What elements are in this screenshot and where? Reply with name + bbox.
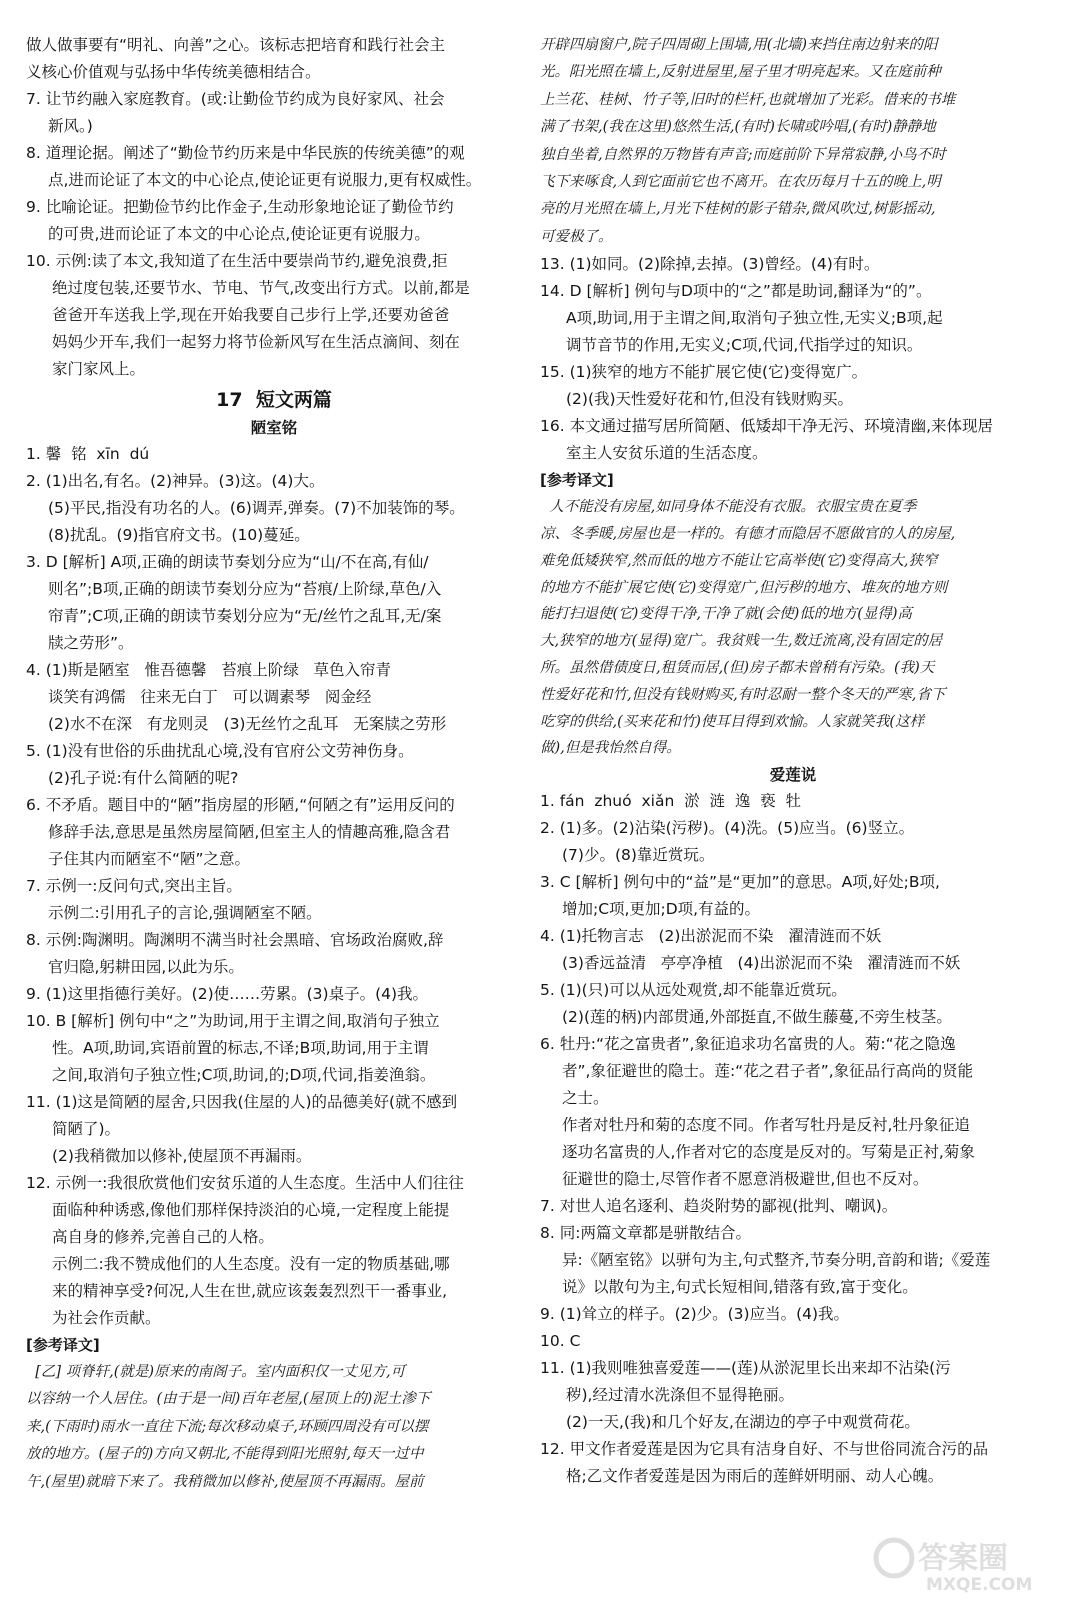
answer-10-cont: 绝过度包装,还要节水、节电、节气,改变出行方式。以前,都是 bbox=[52, 279, 470, 297]
answer-line: 13. (1)如同。(2)除掉,去掉。(3)曾经。(4)有时。 bbox=[540, 255, 880, 274]
subtitle-loushiming: 陋室铭 bbox=[250, 419, 298, 437]
section-heading bbox=[26, 385, 522, 415]
answer-line: 12. 甲文作者爱莲是因为它具有洁身自好、不与世俗同流合污的品 bbox=[540, 1440, 989, 1459]
translation-line: 午,(屋里)就暗下来了。我稍微加以修补,使屋顶不再漏雨。屋前 bbox=[26, 1473, 424, 1490]
answer-line: (8)扰乱。(9)指官府文书。(10)蔓延。 bbox=[48, 526, 310, 544]
translation-line: 人不能没有房屋,如同身体不能没有衣服。衣服宝贵在夏季 bbox=[540, 499, 917, 516]
answer-line: 14. D [解析] 例句与D项中的“之”都是助词,翻译为“的”。 bbox=[540, 282, 932, 301]
answer-line: 逐功名富贵的人,作者对它的态度是反对的。写菊是正衬,菊象 bbox=[562, 1143, 975, 1162]
answer-line: 示例二:我不赞成他们的人生态度。没有一定的物质基础,哪 bbox=[52, 1255, 450, 1273]
answer-line: 作者对牡丹和菊的态度不同。作者写牡丹是反衬,牡丹象征追 bbox=[562, 1116, 970, 1135]
answer-line: 面临种种诱惑,像他们那样保持淡泊的心境,一定程度上能提 bbox=[52, 1201, 450, 1219]
answer-line: 1. 馨 铭 xīn dú bbox=[26, 445, 150, 463]
answer-10-cont: 妈妈少开车,我们一起努力将节俭新风写在生活点滴间、刻在 bbox=[52, 333, 460, 351]
section-number: 17 bbox=[216, 389, 243, 411]
answer-line: 则名”;B项,正确的朗读节奏划分应为“苔痕/上阶绿,草色/入 bbox=[48, 580, 442, 598]
answer-line: 12. 示例一:我很欣赏他们安贫乐道的人生态度。生活中人们往往 bbox=[26, 1174, 464, 1192]
answer-7-cont: 新风。) bbox=[48, 117, 93, 135]
answer-line: 高自身的修养,完善自己的人格。 bbox=[52, 1228, 274, 1246]
translation-line: 做),但是我怡然自得。 bbox=[540, 740, 681, 757]
answer-line: 4. (1)斯是陋室 惟吾德馨 苔痕上阶绿 草色入帘青 bbox=[26, 661, 392, 679]
answer-line: 修辞手法,意思是虽然房屋简陋,但室主人的情趣高雅,隐含君 bbox=[48, 823, 451, 841]
answer-line: 16. 本文通过描写居所简陋、低矮却干净无污、环境清幽,来体现居 bbox=[540, 417, 994, 436]
watermark-logo bbox=[868, 1530, 1058, 1596]
intro-line: 做人做事要有“明礼、向善”之心。该标志把培育和践行社会主 bbox=[26, 36, 446, 54]
translation-line: 独自坐着,自然界的万物皆有声音;而庭前阶下异常寂静,小鸟不时 bbox=[540, 146, 946, 163]
answer-line: 室主人安贫乐道的生活态度。 bbox=[566, 444, 768, 463]
translation-line: 亮的月光照在墙上,月光下桂树的影子错杂,微风吹过,树影摇动, bbox=[540, 201, 936, 218]
answer-line: 7. 对世人追名逐利、趋炎附势的鄙视(批判、嘲讽)。 bbox=[540, 1197, 898, 1216]
watermark-text-main: 答案圈 bbox=[918, 1541, 1008, 1576]
answer-line: 者”,象征避世的隐士。莲:“花之君子者”,象征品行高尚的贤能 bbox=[562, 1062, 974, 1081]
answer-line: 为社会作贡献。 bbox=[52, 1309, 161, 1327]
answer-line: 征避世的隐士,尽管作者不愿意消极避世,但也不反对。 bbox=[562, 1170, 929, 1189]
left-column bbox=[26, 32, 522, 1496]
section-title: 短文两篇 bbox=[255, 389, 332, 411]
answer-line: 子住其内而陋室不“陋”之意。 bbox=[48, 850, 251, 868]
answer-line: 8. 同:两篇文章都是骈散结合。 bbox=[540, 1224, 751, 1243]
translation-line: 凉、冬季暖,房屋也是一样的。有德才而隐居不愿做官的人的房屋, bbox=[540, 526, 956, 543]
answer-9: 9. 比喻论证。把勤俭节约比作金子,生动形象地论证了勤俭节约 bbox=[26, 198, 454, 216]
answer-line: 1. fán zhuó xiǎn 淤 涟 逸 亵 牡 bbox=[540, 792, 802, 811]
translation-line: 大,狭窄的地方(显得)宽广。我贫贱一生,数迁流离,没有固定的居 bbox=[540, 633, 943, 650]
translation-line: 放的地方。(屋子的)方向又朝北,不能得到阳光照射,每天一过中 bbox=[26, 1446, 424, 1463]
answer-line: 性。A项,助词,宾语前置的标志,不译;B项,助词,用于主谓 bbox=[52, 1039, 429, 1057]
answer-line: 9. (1)这里指德行美好。(2)使……劳累。(3)桌子。(4)我。 bbox=[26, 985, 429, 1003]
answer-line: 简陋了)。 bbox=[52, 1120, 121, 1138]
answer-line: 增加;C项,更加;D项,有益的。 bbox=[562, 900, 761, 919]
answer-line: (7)少。(8)靠近赏玩。 bbox=[562, 846, 715, 865]
answer-line: 5. (1)没有世俗的乐曲扰乱心境,没有官府公文劳神伤身。 bbox=[26, 742, 414, 760]
answer-line: 3. D [解析] A项,正确的朗读节奏划分应为“山/不在高,有仙/ bbox=[26, 553, 429, 571]
answer-line: 牍之劳形”。 bbox=[48, 634, 134, 652]
translation-line: 性爱好花和竹,但没有钱财购买,有时忍耐一整个冬天的严寒,省下 bbox=[540, 686, 946, 703]
answer-line: 示例二:引用孔子的言论,强调陋室不陋。 bbox=[48, 904, 322, 922]
answer-line: (2)一天,(我)和几个好友,在湖边的亭子中观赏荷花。 bbox=[566, 1413, 920, 1432]
translation-line: 的地方不能扩展它使(它)变得宽广,但污秽的地方、堆灰的地方则 bbox=[540, 579, 948, 596]
answer-line: 15. (1)狭窄的地方不能扩展它使(它)变得宽广。 bbox=[540, 363, 868, 382]
answer-line: 2. (1)出名,有名。(2)神异。(3)这。(4)大。 bbox=[26, 472, 325, 490]
translation-line: 所。虽然借债度日,租赁而居,(但)房子都未曾稍有污染。(我)天 bbox=[540, 660, 935, 677]
answer-line: 格;乙文作者爱莲是因为雨后的莲鲜妍明丽、动人心魄。 bbox=[566, 1467, 944, 1486]
answer-line: 9. (1)耸立的样子。(2)少。(3)应当。(4)我。 bbox=[540, 1305, 850, 1324]
answer-line: 10. B [解析] 例句中“之”为助词,用于主谓之间,取消句子独立 bbox=[26, 1012, 440, 1030]
answer-line: (2)(我)天性爱好花和竹,但没有钱财购买。 bbox=[566, 390, 853, 409]
answer-line: A项,助词,用于主谓之间,取消句子独立性,无实义;B项,起 bbox=[566, 309, 943, 328]
answer-line: 之间,取消句子独立性;C项,助词,的;D项,代词,指姜渔翁。 bbox=[52, 1066, 436, 1084]
answer-line: 说》以散句为主,句式长短相间,错落有致,富于变化。 bbox=[562, 1278, 918, 1297]
translation-line: 可爱极了。 bbox=[540, 228, 613, 245]
translation-line: 飞下来啄食,人到它面前它也不离开。在农历每月十五的晚上,明 bbox=[540, 174, 941, 191]
translation-line: 以容纳一个人居住。(由于是一间)百年老屋,(屋顶上的)泥土渗下 bbox=[26, 1391, 431, 1408]
answer-line: (2)(莲的柄)内部贯通,外部挺直,不做生藤蔓,不旁生枝茎。 bbox=[562, 1008, 952, 1027]
answer-line: (2)我稍微加以修补,使屋顶不再漏雨。 bbox=[52, 1147, 312, 1165]
answer-line: 11. (1)我则唯独喜爱莲——(莲)从淤泥里长出来却不沾染(污 bbox=[540, 1359, 951, 1378]
answer-10-cont: 爸爸开车送我上学,现在开始我要自己步行上学,还要劝爸爸 bbox=[52, 306, 450, 324]
answer-line: 异:《陋室铭》以骈句为主,句式整齐,节奏分明,音韵和谐;《爱莲 bbox=[562, 1251, 991, 1270]
answer-line: 之士。 bbox=[562, 1089, 609, 1108]
translation-line: 能打扫退使(它)变得干净,干净了就(会使)低的地方(显得)高 bbox=[540, 606, 913, 623]
answer-line: 帘青”;C项,正确的朗读节奏划分应为“无/丝竹之乱耳,无/案 bbox=[48, 607, 442, 625]
translation-line: 上兰花、桂树、竹子等,旧时的栏杆,也就增加了光彩。借来的书堆 bbox=[540, 91, 956, 108]
reference-translation-label: [参考译文] bbox=[26, 1336, 100, 1354]
translation-line: 来,(下雨时)雨水一直往下流;每次移动桌子,环顾四周没有可以摆 bbox=[26, 1418, 429, 1435]
translation-line: 开辟四扇窗户,院子四周砌上围墙,用(北墙)来挡住南边射来的阳 bbox=[540, 37, 938, 53]
translation-line: 满了书架,(我在这里)悠然生活,(有时)长啸或吟唱,(有时)静静地 bbox=[540, 119, 936, 136]
answer-line: 11. (1)这是简陋的屋舍,只因我(住屋的人)的品德美好(就不感到 bbox=[26, 1093, 458, 1111]
answer-line: 7. 示例一:反问句式,突出主旨。 bbox=[26, 877, 242, 895]
subtitle-ailianshuo: 爱莲说 bbox=[769, 766, 817, 785]
translation-line: 难免低矮狭窄,然而低的地方不能让它高举使(它)变得高大,狭窄 bbox=[540, 552, 938, 569]
answer-8: 8. 道理论据。阐述了“勤俭节约历来是中华民族的传统美德”的观 bbox=[26, 144, 465, 162]
watermark-text-url: MXQE.COM bbox=[926, 1575, 1033, 1595]
answer-line: 调节音节的作用,无实义;C项,代词,代指学过的知识。 bbox=[566, 336, 923, 355]
answer-10-cont: 家门家风上。 bbox=[52, 360, 146, 378]
answer-line: 官归隐,躬耕田园,以此为乐。 bbox=[48, 958, 244, 976]
answer-10: 10. 示例:读了本文,我知道了在生活中要崇尚节约,避免浪费,拒 bbox=[26, 252, 448, 270]
answer-line: 谈笑有鸿儒 往来无白丁 可以调素琴 阅金经 bbox=[48, 688, 372, 706]
answer-line: 3. C [解析] 例句中的“益”是“更加”的意思。A项,好处;B项, bbox=[540, 873, 940, 892]
translation-line: [乙] 项脊轩,(就是)原来的南阁子。室内面积仅一丈见方,可 bbox=[26, 1364, 406, 1380]
answer-9-cont: 的可贵,进而论证了本文的中心论点,使论证更有说服力。 bbox=[48, 225, 430, 243]
answer-line: 6. 不矛盾。题目中的“陋”指房屋的形陋,“何陋之有”运用反问的 bbox=[26, 796, 455, 814]
reference-translation-label: [参考译文] bbox=[540, 471, 614, 490]
answer-line: 来的精神享受?何况,人生在世,就应该轰轰烈烈干一番事业, bbox=[52, 1282, 448, 1300]
answer-line: (3)香远益清 亭亭净植 (4)出淤泥而不染 濯清涟而不妖 bbox=[562, 954, 961, 973]
answer-line: 2. (1)多。(2)沾染(污秽)。(4)洗。(5)应当。(6)竖立。 bbox=[540, 819, 915, 838]
answer-line: (5)平民,指没有功名的人。(6)调弄,弹奏。(7)不加装饰的琴。 bbox=[48, 499, 465, 517]
answer-line: (2)水不在深 有龙则灵 (3)无丝竹之乱耳 无案牍之劳形 bbox=[48, 715, 447, 733]
intro-line: 义核心价值观与弘扬中华传统美德相结合。 bbox=[26, 63, 321, 81]
answer-8-cont: 点,进而论证了本文的中心论点,使论证更有说服力,更有权威性。 bbox=[48, 171, 482, 189]
answer-line: 8. 示例:陶渊明。陶渊明不满当时社会黑暗、官场政治腐败,辞 bbox=[26, 931, 444, 949]
answer-line: 10. C bbox=[540, 1332, 581, 1351]
answer-line: 6. 牡丹:“花之富贵者”,象征追求功名富贵的人。菊:“花之隐逸 bbox=[540, 1035, 956, 1054]
answer-line: 5. (1)(只)可以从远处观赏,却不能靠近赏玩。 bbox=[540, 981, 847, 1000]
translation-line: 光。阳光照在墙上,反射进屋里,屋子里才明亮起来。又在庭前种 bbox=[540, 64, 941, 81]
answer-7: 7. 让节约融入家庭教育。(或:让勤俭节约成为良好家风、社会 bbox=[26, 90, 445, 108]
answer-line: 4. (1)托物言志 (2)出淤泥而不染 濯清涟而不妖 bbox=[540, 927, 882, 946]
answer-line: (2)孔子说:有什么简陋的呢? bbox=[48, 769, 239, 787]
translation-line: 吃穿的供给,(买来花和竹)使耳目得到欢愉。人家就笑我(这样 bbox=[540, 713, 925, 730]
right-column bbox=[540, 32, 1046, 1490]
answer-line: 秽),经过清水洗涤但不显得艳丽。 bbox=[566, 1386, 794, 1405]
